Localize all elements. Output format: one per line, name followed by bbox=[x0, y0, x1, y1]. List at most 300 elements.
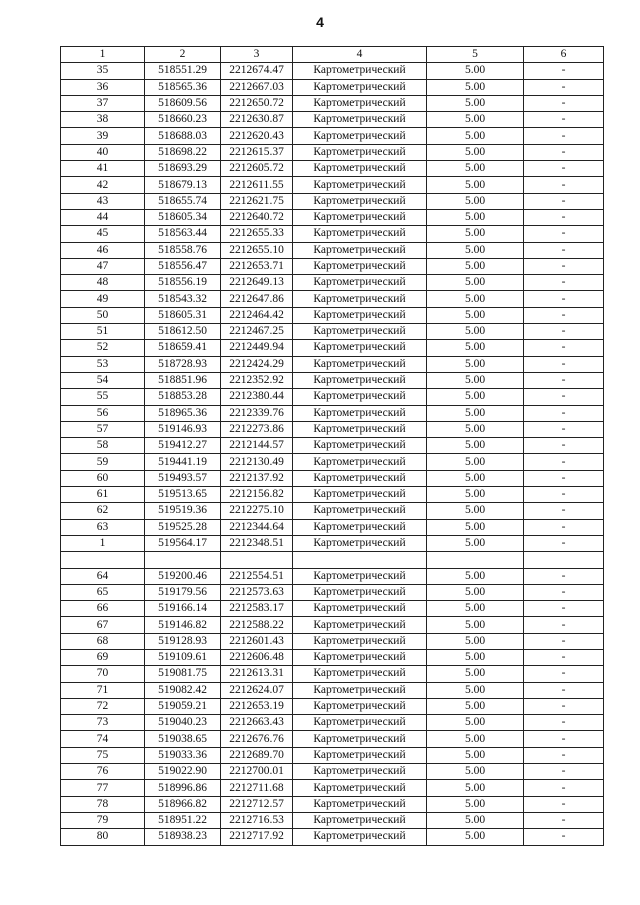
cell-method: Картометрический bbox=[293, 829, 427, 845]
cell-coordinate-x: 519525.28 bbox=[145, 519, 221, 535]
cell-coordinate-x: 519146.93 bbox=[145, 421, 221, 437]
cell-coordinate-x: 519493.57 bbox=[145, 470, 221, 486]
cell-accuracy: 5.00 bbox=[427, 112, 524, 128]
table-row bbox=[61, 812, 604, 828]
cell-accuracy: 5.00 bbox=[427, 470, 524, 486]
cell-note: - bbox=[524, 258, 604, 274]
table-row bbox=[61, 389, 604, 405]
coordinates-table bbox=[60, 46, 604, 846]
cell-method: Картометрический bbox=[293, 731, 427, 747]
cell-coordinate-x: 518556.19 bbox=[145, 275, 221, 291]
table-row bbox=[61, 764, 604, 780]
cell-coordinate-x: 519081.75 bbox=[145, 666, 221, 682]
cell-coordinate-x: 518996.86 bbox=[145, 780, 221, 796]
cell-note: - bbox=[524, 812, 604, 828]
cell-coordinate-y: 2212348.51 bbox=[221, 535, 293, 551]
cell-method: Картометрический bbox=[293, 209, 427, 225]
cell-note: - bbox=[524, 666, 604, 682]
cell-point-number: 52 bbox=[61, 340, 145, 356]
cell-accuracy: 5.00 bbox=[427, 79, 524, 95]
cell-point-number: 49 bbox=[61, 291, 145, 307]
cell-coordinate-x: 518693.29 bbox=[145, 161, 221, 177]
cell-point-number: 41 bbox=[61, 161, 145, 177]
cell-coordinate-y: 2212700.01 bbox=[221, 764, 293, 780]
cell-coordinate-x: 518698.22 bbox=[145, 144, 221, 160]
cell-point-number: 38 bbox=[61, 112, 145, 128]
cell-coordinate-x: 518965.36 bbox=[145, 405, 221, 421]
cell-point-number: 47 bbox=[61, 258, 145, 274]
cell-point-number: 64 bbox=[61, 568, 145, 584]
cell-coordinate-y: 2212137.92 bbox=[221, 470, 293, 486]
cell-point-number: 43 bbox=[61, 193, 145, 209]
cell-accuracy: 5.00 bbox=[427, 584, 524, 600]
cell-note: - bbox=[524, 649, 604, 665]
cell-method: Картометрический bbox=[293, 242, 427, 258]
table-row bbox=[61, 552, 604, 568]
cell-coordinate-y: 2212144.57 bbox=[221, 438, 293, 454]
cell-point-number: 39 bbox=[61, 128, 145, 144]
cell-point-number: 75 bbox=[61, 747, 145, 763]
cell-method: Картометрический bbox=[293, 633, 427, 649]
cell-point-number: 68 bbox=[61, 633, 145, 649]
table-row bbox=[61, 780, 604, 796]
cell-coordinate-x: 518655.74 bbox=[145, 193, 221, 209]
cell-method: Картометрический bbox=[293, 356, 427, 372]
cell-coordinate-y: 2212653.19 bbox=[221, 698, 293, 714]
cell-point-number: 45 bbox=[61, 226, 145, 242]
cell-coordinate-y: 2212464.42 bbox=[221, 307, 293, 323]
cell-note: - bbox=[524, 405, 604, 421]
cell-coordinate-x: 519412.27 bbox=[145, 438, 221, 454]
cell-method: Картометрический bbox=[293, 698, 427, 714]
cell-method: Картометрический bbox=[293, 95, 427, 111]
cell-coordinate-y: 2212667.03 bbox=[221, 79, 293, 95]
cell-coordinate-x: 518565.36 bbox=[145, 79, 221, 95]
cell-coordinate-y: 2212620.43 bbox=[221, 128, 293, 144]
cell-coordinate-y: 2212663.43 bbox=[221, 715, 293, 731]
cell-note: - bbox=[524, 535, 604, 551]
cell-method: Картометрический bbox=[293, 601, 427, 617]
cell-note: - bbox=[524, 438, 604, 454]
header-cell-2: 2 bbox=[145, 47, 221, 63]
cell-accuracy: 5.00 bbox=[427, 258, 524, 274]
cell-note: - bbox=[524, 633, 604, 649]
cell-method: Картометрический bbox=[293, 470, 427, 486]
cell-method: Картометрический bbox=[293, 780, 427, 796]
cell-coordinate-x: 518609.56 bbox=[145, 95, 221, 111]
table-row bbox=[61, 633, 604, 649]
cell-accuracy: 5.00 bbox=[427, 698, 524, 714]
cell-point-number: 1 bbox=[61, 535, 145, 551]
cell-method: Картометрический bbox=[293, 112, 427, 128]
cell-coordinate-x: 519022.90 bbox=[145, 764, 221, 780]
cell-note: - bbox=[524, 601, 604, 617]
cell-coordinate-x: 518563.44 bbox=[145, 226, 221, 242]
cell-coordinate-x: 518688.03 bbox=[145, 128, 221, 144]
cell-method: Картометрический bbox=[293, 405, 427, 421]
cell-coordinate-y: 2212467.25 bbox=[221, 324, 293, 340]
table-row bbox=[61, 112, 604, 128]
cell-point-number: 54 bbox=[61, 372, 145, 388]
cell-coordinate-x: 518605.34 bbox=[145, 209, 221, 225]
cell-point-number: 66 bbox=[61, 601, 145, 617]
cell-note: - bbox=[524, 698, 604, 714]
table-row bbox=[61, 405, 604, 421]
cell-coordinate-x: 518966.82 bbox=[145, 796, 221, 812]
table-row bbox=[61, 601, 604, 617]
cell-note: - bbox=[524, 63, 604, 79]
header-cell-4: 4 bbox=[293, 47, 427, 63]
cell-method bbox=[293, 552, 427, 568]
cell-coordinate-y: 2212650.72 bbox=[221, 95, 293, 111]
cell-coordinate-y: 2212676.76 bbox=[221, 731, 293, 747]
cell-accuracy: 5.00 bbox=[427, 291, 524, 307]
table-row bbox=[61, 193, 604, 209]
cell-accuracy: 5.00 bbox=[427, 617, 524, 633]
cell-method: Картометрический bbox=[293, 649, 427, 665]
table-row bbox=[61, 275, 604, 291]
cell-coordinate-x: 518660.23 bbox=[145, 112, 221, 128]
table-row bbox=[61, 438, 604, 454]
cell-coordinate-y: 2212711.68 bbox=[221, 780, 293, 796]
cell-coordinate-y: 2212611.55 bbox=[221, 177, 293, 193]
cell-coordinate-x: 518612.50 bbox=[145, 324, 221, 340]
cell-accuracy: 5.00 bbox=[427, 764, 524, 780]
cell-point-number: 74 bbox=[61, 731, 145, 747]
table-row bbox=[61, 226, 604, 242]
cell-coordinate-y: 2212717.92 bbox=[221, 829, 293, 845]
table-row bbox=[61, 747, 604, 763]
cell-coordinate-y: 2212605.72 bbox=[221, 161, 293, 177]
cell-coordinate-y: 2212615.37 bbox=[221, 144, 293, 160]
cell-note: - bbox=[524, 503, 604, 519]
cell-coordinate-y: 2212613.31 bbox=[221, 666, 293, 682]
table-row bbox=[61, 666, 604, 682]
cell-method: Картометрический bbox=[293, 568, 427, 584]
cell-coordinate-x: 519200.46 bbox=[145, 568, 221, 584]
table-row bbox=[61, 519, 604, 535]
table-header bbox=[61, 47, 604, 63]
cell-accuracy: 5.00 bbox=[427, 682, 524, 698]
cell-coordinate-y: 2212156.82 bbox=[221, 487, 293, 503]
cell-note: - bbox=[524, 731, 604, 747]
cell-note: - bbox=[524, 307, 604, 323]
table-row bbox=[61, 258, 604, 274]
cell-point-number: 44 bbox=[61, 209, 145, 225]
cell-accuracy: 5.00 bbox=[427, 242, 524, 258]
cell-point-number: 61 bbox=[61, 487, 145, 503]
cell-method: Картометрический bbox=[293, 340, 427, 356]
header-cell-1: 1 bbox=[61, 47, 145, 63]
cell-accuracy: 5.00 bbox=[427, 487, 524, 503]
cell-coordinate-x: 519038.65 bbox=[145, 731, 221, 747]
cell-accuracy bbox=[427, 552, 524, 568]
cell-method: Картометрический bbox=[293, 275, 427, 291]
cell-note: - bbox=[524, 95, 604, 111]
cell-method: Картометрический bbox=[293, 715, 427, 731]
cell-note: - bbox=[524, 372, 604, 388]
cell-method: Картометрический bbox=[293, 747, 427, 763]
cell-accuracy: 5.00 bbox=[427, 275, 524, 291]
cell-point-number: 53 bbox=[61, 356, 145, 372]
cell-method: Картометрический bbox=[293, 812, 427, 828]
cell-note: - bbox=[524, 340, 604, 356]
cell-note: - bbox=[524, 226, 604, 242]
cell-method: Картометрический bbox=[293, 438, 427, 454]
cell-coordinate-x: 518659.41 bbox=[145, 340, 221, 356]
cell-point-number: 65 bbox=[61, 584, 145, 600]
cell-note: - bbox=[524, 144, 604, 160]
cell-coordinate-y bbox=[221, 552, 293, 568]
cell-coordinate-x: 518938.23 bbox=[145, 829, 221, 845]
cell-note: - bbox=[524, 747, 604, 763]
cell-point-number: 37 bbox=[61, 95, 145, 111]
cell-coordinate-y: 2212624.07 bbox=[221, 682, 293, 698]
cell-accuracy: 5.00 bbox=[427, 666, 524, 682]
cell-accuracy: 5.00 bbox=[427, 177, 524, 193]
cell-point-number: 62 bbox=[61, 503, 145, 519]
cell-method: Картометрический bbox=[293, 144, 427, 160]
cell-coordinate-y: 2212653.71 bbox=[221, 258, 293, 274]
cell-coordinate-x: 519040.23 bbox=[145, 715, 221, 731]
table-row bbox=[61, 95, 604, 111]
cell-accuracy: 5.00 bbox=[427, 209, 524, 225]
cell-method: Картометрический bbox=[293, 291, 427, 307]
cell-coordinate-y: 2212352.92 bbox=[221, 372, 293, 388]
table-row bbox=[61, 454, 604, 470]
cell-note: - bbox=[524, 682, 604, 698]
table-row bbox=[61, 291, 604, 307]
cell-method: Картометрический bbox=[293, 128, 427, 144]
cell-note: - bbox=[524, 177, 604, 193]
table-row bbox=[61, 568, 604, 584]
cell-coordinate-x: 518551.29 bbox=[145, 63, 221, 79]
cell-accuracy: 5.00 bbox=[427, 226, 524, 242]
cell-note: - bbox=[524, 796, 604, 812]
table-row bbox=[61, 503, 604, 519]
cell-point-number: 58 bbox=[61, 438, 145, 454]
header-cell-5: 5 bbox=[427, 47, 524, 63]
cell-point-number: 51 bbox=[61, 324, 145, 340]
cell-coordinate-y: 2212424.29 bbox=[221, 356, 293, 372]
cell-method: Картометрический bbox=[293, 177, 427, 193]
cell-accuracy: 5.00 bbox=[427, 568, 524, 584]
table-row bbox=[61, 340, 604, 356]
cell-method: Картометрический bbox=[293, 454, 427, 470]
cell-accuracy: 5.00 bbox=[427, 389, 524, 405]
cell-point-number: 71 bbox=[61, 682, 145, 698]
cell-coordinate-y: 2212712.57 bbox=[221, 796, 293, 812]
cell-point-number: 36 bbox=[61, 79, 145, 95]
cell-accuracy: 5.00 bbox=[427, 796, 524, 812]
table-row bbox=[61, 829, 604, 845]
table-row bbox=[61, 698, 604, 714]
table-row bbox=[61, 128, 604, 144]
cell-point-number: 59 bbox=[61, 454, 145, 470]
table-row bbox=[61, 535, 604, 551]
table-row bbox=[61, 470, 604, 486]
cell-note: - bbox=[524, 209, 604, 225]
cell-coordinate-x: 518679.13 bbox=[145, 177, 221, 193]
table-row bbox=[61, 356, 604, 372]
cell-coordinate-y: 2212273.86 bbox=[221, 421, 293, 437]
cell-coordinate-x: 518543.32 bbox=[145, 291, 221, 307]
cell-coordinate-x: 518556.47 bbox=[145, 258, 221, 274]
cell-point-number: 55 bbox=[61, 389, 145, 405]
table-row bbox=[61, 372, 604, 388]
cell-coordinate-x: 518851.96 bbox=[145, 372, 221, 388]
cell-point-number: 42 bbox=[61, 177, 145, 193]
cell-accuracy: 5.00 bbox=[427, 63, 524, 79]
table-body bbox=[61, 63, 604, 845]
cell-accuracy: 5.00 bbox=[427, 780, 524, 796]
table-row bbox=[61, 209, 604, 225]
cell-coordinate-x: 519564.17 bbox=[145, 535, 221, 551]
header-cell-3: 3 bbox=[221, 47, 293, 63]
cell-accuracy: 5.00 bbox=[427, 421, 524, 437]
cell-coordinate-x: 519082.42 bbox=[145, 682, 221, 698]
cell-point-number: 77 bbox=[61, 780, 145, 796]
cell-coordinate-y: 2212344.64 bbox=[221, 519, 293, 535]
cell-note: - bbox=[524, 568, 604, 584]
cell-method: Картометрический bbox=[293, 487, 427, 503]
cell-coordinate-x: 519519.36 bbox=[145, 503, 221, 519]
cell-note: - bbox=[524, 193, 604, 209]
cell-point-number bbox=[61, 552, 145, 568]
cell-accuracy: 5.00 bbox=[427, 128, 524, 144]
cell-note: - bbox=[524, 519, 604, 535]
cell-method: Картометрический bbox=[293, 79, 427, 95]
table-row bbox=[61, 584, 604, 600]
cell-method: Картометрический bbox=[293, 519, 427, 535]
cell-coordinate-y: 2212689.70 bbox=[221, 747, 293, 763]
cell-coordinate-y: 2212655.10 bbox=[221, 242, 293, 258]
cell-accuracy: 5.00 bbox=[427, 193, 524, 209]
cell-method: Картометрический bbox=[293, 307, 427, 323]
header-row bbox=[61, 47, 604, 63]
cell-accuracy: 5.00 bbox=[427, 307, 524, 323]
cell-accuracy: 5.00 bbox=[427, 438, 524, 454]
cell-coordinate-y: 2212449.94 bbox=[221, 340, 293, 356]
cell-accuracy: 5.00 bbox=[427, 405, 524, 421]
cell-note: - bbox=[524, 112, 604, 128]
cell-note: - bbox=[524, 389, 604, 405]
cell-accuracy: 5.00 bbox=[427, 649, 524, 665]
cell-accuracy: 5.00 bbox=[427, 454, 524, 470]
cell-coordinate-x: 519059.21 bbox=[145, 698, 221, 714]
cell-accuracy: 5.00 bbox=[427, 503, 524, 519]
cell-method: Картометрический bbox=[293, 796, 427, 812]
cell-accuracy: 5.00 bbox=[427, 812, 524, 828]
cell-point-number: 69 bbox=[61, 649, 145, 665]
cell-coordinate-y: 2212583.17 bbox=[221, 601, 293, 617]
cell-coordinate-x: 519146.82 bbox=[145, 617, 221, 633]
cell-accuracy: 5.00 bbox=[427, 601, 524, 617]
cell-point-number: 67 bbox=[61, 617, 145, 633]
cell-note: - bbox=[524, 454, 604, 470]
cell-accuracy: 5.00 bbox=[427, 829, 524, 845]
cell-note: - bbox=[524, 161, 604, 177]
cell-method: Картометрический bbox=[293, 666, 427, 682]
cell-coordinate-x: 519166.14 bbox=[145, 601, 221, 617]
cell-accuracy: 5.00 bbox=[427, 161, 524, 177]
cell-method: Картометрический bbox=[293, 535, 427, 551]
table-row bbox=[61, 731, 604, 747]
cell-note: - bbox=[524, 291, 604, 307]
cell-note: - bbox=[524, 617, 604, 633]
cell-coordinate-y: 2212674.47 bbox=[221, 63, 293, 79]
cell-point-number: 50 bbox=[61, 307, 145, 323]
cell-coordinate-y: 2212380.44 bbox=[221, 389, 293, 405]
table-row bbox=[61, 617, 604, 633]
cell-coordinate-y: 2212573.63 bbox=[221, 584, 293, 600]
cell-note: - bbox=[524, 79, 604, 95]
cell-accuracy: 5.00 bbox=[427, 95, 524, 111]
cell-note: - bbox=[524, 128, 604, 144]
cell-coordinate-x: 519179.56 bbox=[145, 584, 221, 600]
cell-note: - bbox=[524, 275, 604, 291]
table-row bbox=[61, 487, 604, 503]
cell-note bbox=[524, 552, 604, 568]
cell-note: - bbox=[524, 715, 604, 731]
cell-coordinate-x: 519513.65 bbox=[145, 487, 221, 503]
cell-coordinate-x: 518853.28 bbox=[145, 389, 221, 405]
cell-coordinate-x: 519441.19 bbox=[145, 454, 221, 470]
cell-method: Картометрический bbox=[293, 682, 427, 698]
cell-accuracy: 5.00 bbox=[427, 519, 524, 535]
cell-method: Картометрический bbox=[293, 324, 427, 340]
cell-method: Картометрический bbox=[293, 258, 427, 274]
cell-note: - bbox=[524, 324, 604, 340]
cell-point-number: 56 bbox=[61, 405, 145, 421]
cell-coordinate-y: 2212621.75 bbox=[221, 193, 293, 209]
cell-note: - bbox=[524, 356, 604, 372]
table-row bbox=[61, 144, 604, 160]
cell-point-number: 73 bbox=[61, 715, 145, 731]
cell-coordinate-x: 518558.76 bbox=[145, 242, 221, 258]
cell-coordinate-y: 2212339.76 bbox=[221, 405, 293, 421]
cell-accuracy: 5.00 bbox=[427, 715, 524, 731]
cell-point-number: 63 bbox=[61, 519, 145, 535]
cell-coordinate-x: 519109.61 bbox=[145, 649, 221, 665]
header-cell-6: 6 bbox=[524, 47, 604, 63]
cell-method: Картометрический bbox=[293, 421, 427, 437]
cell-note: - bbox=[524, 780, 604, 796]
cell-point-number: 76 bbox=[61, 764, 145, 780]
cell-accuracy: 5.00 bbox=[427, 372, 524, 388]
cell-coordinate-y: 2212606.48 bbox=[221, 649, 293, 665]
cell-coordinate-y: 2212275.10 bbox=[221, 503, 293, 519]
cell-method: Картометрический bbox=[293, 764, 427, 780]
cell-method: Картометрический bbox=[293, 226, 427, 242]
cell-method: Картометрический bbox=[293, 161, 427, 177]
cell-coordinate-y: 2212630.87 bbox=[221, 112, 293, 128]
cell-coordinate-y: 2212554.51 bbox=[221, 568, 293, 584]
cell-accuracy: 5.00 bbox=[427, 747, 524, 763]
page-number: 4 bbox=[316, 14, 324, 30]
cell-method: Картометрический bbox=[293, 372, 427, 388]
cell-accuracy: 5.00 bbox=[427, 340, 524, 356]
cell-point-number: 60 bbox=[61, 470, 145, 486]
cell-point-number: 78 bbox=[61, 796, 145, 812]
cell-point-number: 80 bbox=[61, 829, 145, 845]
cell-coordinate-y: 2212647.86 bbox=[221, 291, 293, 307]
cell-coordinate-y: 2212649.13 bbox=[221, 275, 293, 291]
cell-coordinate-y: 2212655.33 bbox=[221, 226, 293, 242]
cell-coordinate-y: 2212130.49 bbox=[221, 454, 293, 470]
cell-note: - bbox=[524, 242, 604, 258]
table-row bbox=[61, 242, 604, 258]
